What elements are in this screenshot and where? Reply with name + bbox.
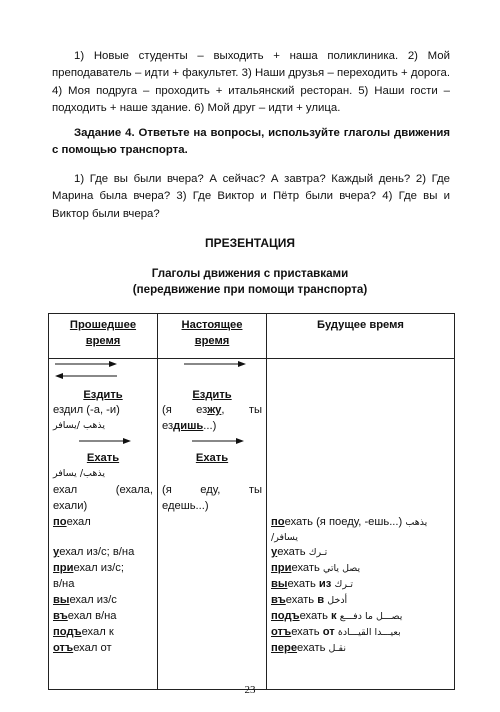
arabic-gloss: تـرك [308, 547, 328, 558]
prefix: въ [53, 610, 68, 622]
preposition: в [317, 594, 325, 606]
table-title-line-1: Глаголы движения с приставками [151, 267, 349, 280]
prefix: подъ [53, 626, 82, 638]
header-present-line-2: время [194, 335, 230, 347]
prefix: отъ [53, 642, 74, 654]
table-header-row [49, 314, 455, 359]
stem: ехать [299, 610, 328, 622]
preposition: от [322, 626, 335, 638]
header-future-label: Будущее время [317, 319, 404, 331]
prefix: въ [271, 594, 286, 606]
arabic-gloss: تـرك [334, 579, 353, 590]
preposition: к [331, 610, 337, 622]
past-column [49, 359, 158, 690]
prefix: при [271, 562, 292, 574]
stem: ехал [66, 516, 91, 528]
stem: ехать [287, 578, 316, 590]
arabic-gloss: يصـــل ما دفـــع [339, 611, 403, 622]
past-podekhal [53, 625, 153, 639]
stem: ехал от [73, 642, 112, 654]
task-4-heading: Задание 4. Ответьте на вопросы, используйте глаголы движения с помощью транспорта. [52, 127, 450, 157]
verb-ezdit-past: Ездить [83, 389, 123, 401]
past-vekhal [53, 609, 153, 623]
stem: ехать [277, 546, 306, 558]
pronoun-ty: ты [248, 404, 262, 416]
stem: ехать [291, 562, 320, 574]
ellipsis: ...) [203, 420, 217, 432]
prefix: отъ [271, 626, 292, 638]
past-uekhal [53, 545, 153, 559]
present-ezdish [162, 419, 262, 433]
stem: ехал из/с; [73, 562, 124, 574]
arabic-gloss: نقـل [328, 643, 346, 654]
table-body-row [49, 359, 455, 690]
present-ya-ezzhu [162, 403, 262, 417]
prefix: при [53, 562, 74, 574]
future-priekhat [271, 561, 450, 576]
future-vyekhat [271, 577, 450, 592]
past-vyekhal [53, 593, 153, 607]
prefix: вы [53, 594, 70, 606]
past-ezdil: ездил (-а, -и) [53, 404, 120, 416]
section-title: ПРЕЗЕНТАЦИЯ [204, 236, 296, 250]
present-edesh [162, 499, 262, 513]
stem: ез [162, 420, 174, 432]
header-past [49, 314, 158, 359]
ending: дишь [173, 420, 204, 432]
stem: ехал из/с; в/на [59, 546, 135, 558]
header-present-line-1: Настоящее [181, 319, 243, 331]
past-ekhal-word: ехал [53, 484, 78, 496]
stem: ехать (я поеду, -ешь...) [284, 516, 403, 528]
future-otekhat [271, 625, 450, 640]
exercise-4-text: 1) Где вы были вчера? А сейчас? А завтра? Каждый день? 2) Где Марина была вчера? 3) Где Виктор и Пётр были вчера? 4) Где вы и Виктор были вчера? [52, 173, 450, 220]
arrow-right-icon [55, 359, 117, 369]
past-ekhat-arabic: يذهب/ يسافر [53, 468, 105, 479]
arabic-gloss: أدخل [327, 595, 348, 606]
stem: ехал из/с [69, 594, 117, 606]
future-column [267, 359, 455, 690]
future-uekhat [271, 545, 450, 560]
past-ezdil-arabic: يذهب /يسافر [53, 420, 105, 431]
header-future [267, 314, 455, 359]
pronoun-ya: (я [162, 404, 172, 416]
form-edu: еду, [200, 484, 221, 496]
stem: ехать [291, 626, 320, 638]
prefix: вы [271, 578, 288, 590]
past-ekhal [53, 483, 153, 497]
past-otekhal [53, 641, 153, 655]
form-edesh: едешь [162, 500, 196, 512]
form-ezzhu [196, 403, 224, 417]
future-vekhat [271, 593, 450, 608]
stem: ехать [285, 594, 315, 606]
pronoun-ty: ты [248, 484, 262, 496]
arrow-right-icon [192, 436, 244, 446]
arabic-gloss: بعيـــدا القيـــادة [337, 627, 401, 638]
comma: , [221, 404, 225, 416]
future-podekhat [271, 609, 450, 624]
header-past-line-2: время [85, 335, 121, 347]
header-present [158, 314, 267, 359]
pronoun-ya: (я [162, 484, 172, 496]
arrow-right-icon [79, 436, 131, 446]
verb-ekhat-present: Ехать [195, 452, 229, 464]
arrow-left-icon [55, 371, 117, 381]
prefix: по [53, 516, 67, 528]
ellipsis: ...) [195, 500, 209, 512]
past-ekhala-word: (ехала, [115, 484, 153, 496]
preposition: из [318, 578, 332, 590]
past-ekhali: ехали) [53, 500, 88, 512]
prefix: у [53, 546, 60, 558]
ending: жу [207, 404, 222, 416]
verb-ezdit-present: Ездить [192, 389, 232, 401]
verbs-table [48, 313, 455, 690]
stem: ехал к [81, 626, 114, 638]
arabic-gloss: يصل ياتي [322, 563, 361, 574]
prefix: по [271, 516, 285, 528]
past-poekhal [53, 515, 153, 529]
stem: ехал в/на [67, 610, 117, 622]
exercise-3-text: 1) Новые студенты – выходить + наша поликлиника. 2) Мой преподаватель – идти + факультет. 3) Наши друзья – переходить + дорога. 4) Моя подруга – проходить + итальянский ресторан. 5) Наши гости – подходить + наше здание. 6) Мой друг – идти + улица. [52, 50, 450, 115]
verb-ekhat-past: Ехать [86, 452, 120, 464]
arabic-gloss: يذهب [405, 517, 428, 528]
stem: ез [196, 404, 208, 416]
prefix: у [271, 546, 278, 558]
past-v-na: в/на [53, 578, 75, 590]
page-number: 23 [244, 684, 256, 696]
arrow-right-icon [184, 359, 246, 369]
stem: ехать [297, 642, 326, 654]
past-priekhal [53, 561, 153, 575]
future-poekhat [271, 515, 450, 530]
table-title-line-2: (передвижение при помощи транспорта) [132, 283, 368, 296]
prefix: пере [271, 642, 298, 654]
future-pereekhat [271, 641, 450, 656]
header-past-line-1: Прошедшее [69, 319, 137, 331]
prefix: подъ [271, 610, 300, 622]
present-ya-edu [162, 483, 262, 497]
present-column [158, 359, 267, 690]
future-poekhat-arabic: /يسافر [271, 532, 298, 543]
